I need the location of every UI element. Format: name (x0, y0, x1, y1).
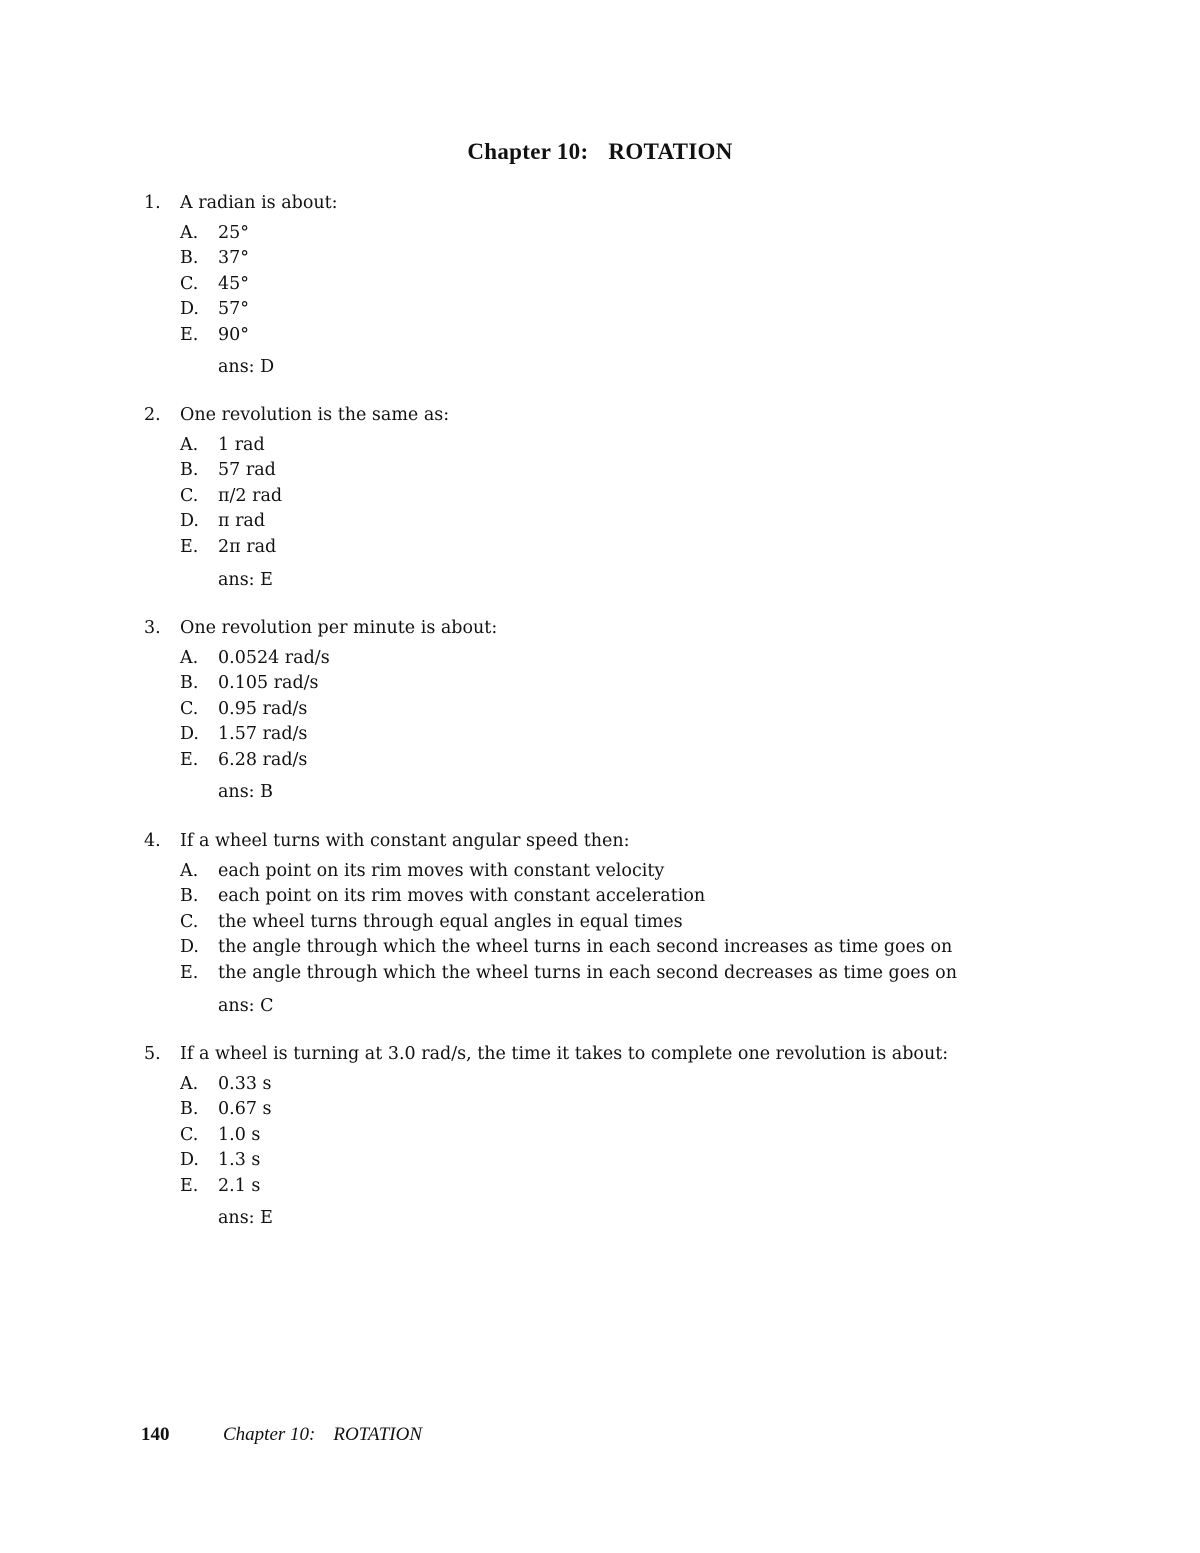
option-letter: E. (180, 324, 199, 345)
question-stem: A radian is about: (180, 193, 338, 213)
option-text: 57° (218, 299, 250, 320)
option-letter: A. (180, 223, 199, 243)
option-text: 45° (218, 273, 250, 294)
option-text: each point on its rim moves with constant acceleration (218, 886, 706, 907)
option-letter: E. (180, 536, 199, 557)
option-letter: C. (180, 273, 199, 294)
option-text: 0.67 s (218, 1099, 272, 1120)
page-footer (141, 1424, 422, 1446)
option-text: 1.57 rad/s (218, 724, 308, 745)
option-text: 2.1 s (218, 1175, 261, 1196)
option-letter: A. (180, 435, 199, 455)
option-text: each point on its rim moves with constant velocity (218, 861, 665, 881)
option-text: 37° (218, 248, 250, 269)
question-number: 5. (144, 1044, 161, 1064)
title-topic: ROTATION (608, 139, 733, 164)
option-text: π/2 rad (218, 485, 283, 506)
option-letter: B. (180, 460, 199, 481)
option-letter: D. (180, 511, 199, 532)
option-text: 1.0 s (218, 1124, 261, 1145)
option-text: 0.33 s (218, 1074, 272, 1094)
option-text: the wheel turns through equal angles in equal times (218, 911, 683, 932)
option-text: π rad (218, 511, 266, 532)
option-letter: B. (180, 248, 199, 269)
option-letter: C. (180, 911, 199, 932)
question-number: 2. (144, 405, 161, 425)
option-text: 1.3 s (218, 1150, 261, 1171)
answer-key: ans: C (218, 996, 274, 1016)
option-letter: A. (180, 1074, 199, 1094)
footer-chapter: Chapter 10: (223, 1424, 316, 1445)
option-text: 25° (218, 223, 250, 243)
answer-key: ans: E (218, 570, 273, 590)
option-letter: C. (180, 1124, 199, 1145)
option-letter: A. (180, 648, 199, 668)
option-text: the angle through which the wheel turns in each second decreases as time goes on (218, 962, 957, 983)
option-text: 6.28 rad/s (218, 749, 308, 770)
option-text: 0.0524 rad/s (218, 648, 330, 668)
question-stem: If a wheel turns with constant angular speed then: (180, 831, 630, 851)
option-letter: D. (180, 1150, 199, 1171)
option-letter: E. (180, 749, 199, 770)
answer-key: ans: D (218, 357, 275, 377)
option-letter: D. (180, 724, 199, 745)
option-letter: D. (180, 937, 199, 958)
option-letter: B. (180, 886, 199, 907)
option-letter: C. (180, 485, 199, 506)
question-number: 4. (144, 831, 161, 851)
option-text: 0.95 rad/s (218, 698, 308, 719)
answer-key: ans: E (218, 1208, 273, 1228)
answer-key: ans: B (218, 782, 274, 802)
option-letter: A. (180, 861, 199, 881)
option-text: the angle through which the wheel turns in each second increases as time goes on (218, 937, 953, 958)
option-letter: D. (180, 299, 199, 320)
page-title (0, 139, 1200, 165)
footer-topic: ROTATION (333, 1424, 423, 1445)
question-stem: One revolution is the same as: (180, 405, 450, 425)
option-letter: B. (180, 673, 199, 694)
question-number: 1. (144, 193, 161, 213)
option-text: 57 rad (218, 460, 276, 481)
page-number: 140 (141, 1424, 170, 1445)
question-number: 3. (144, 618, 161, 638)
option-letter: C. (180, 698, 199, 719)
option-text: 1 rad (218, 435, 265, 455)
option-text: 90° (218, 324, 250, 345)
title-chapter: Chapter 10: (467, 139, 589, 164)
option-text: 2π rad (218, 536, 277, 557)
question-stem: If a wheel is turning at 3.0 rad/s, the time it takes to complete one revolution is about: (180, 1044, 949, 1064)
option-letter: B. (180, 1099, 199, 1120)
question-stem: One revolution per minute is about: (180, 618, 498, 638)
option-text: 0.105 rad/s (218, 673, 319, 694)
option-letter: E. (180, 1175, 199, 1196)
option-letter: E. (180, 962, 199, 983)
